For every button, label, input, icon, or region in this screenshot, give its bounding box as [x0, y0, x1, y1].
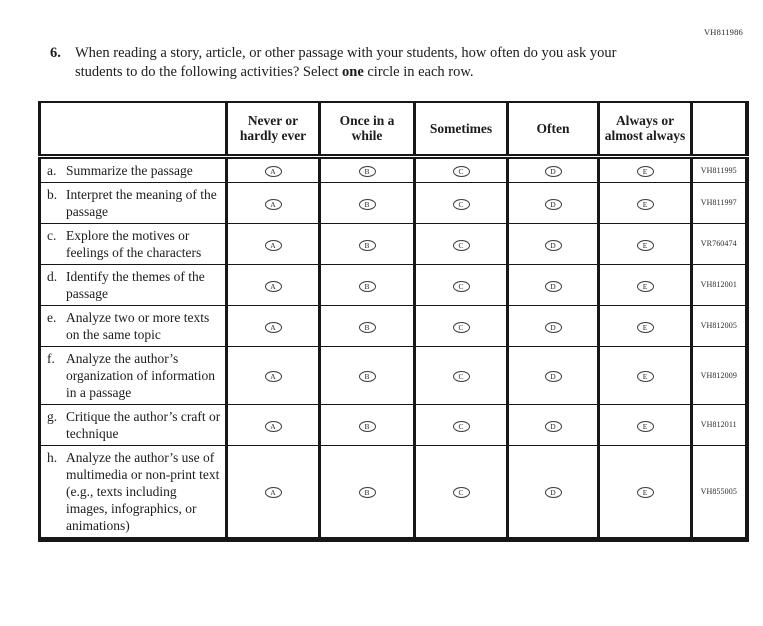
- row-accession-code: VH811997: [692, 182, 747, 223]
- row-accession-code: VR760474: [692, 223, 747, 264]
- row-label: [47, 350, 221, 401]
- option-bubble-d-row-c[interactable]: D: [545, 240, 562, 251]
- option-bubble-a-row-a[interactable]: A: [265, 166, 282, 177]
- column-header-5: Always or almost always: [599, 102, 692, 156]
- option-cell: [415, 264, 508, 305]
- option-cell: [599, 445, 692, 539]
- row-item-letter: d.: [47, 268, 58, 284]
- option-bubble-e-row-e[interactable]: E: [637, 322, 654, 333]
- row-accession-code: VH855005: [692, 445, 747, 539]
- option-bubble-e-row-b[interactable]: E: [637, 199, 654, 210]
- question-bold-word: one: [342, 63, 364, 80]
- option-bubble-d-row-h[interactable]: D: [545, 487, 562, 498]
- question-text-before: When reading a story, article, or other passage with your students, how often do you ask your students to do the following activities? Select: [75, 45, 617, 80]
- header-stub-cell: [40, 102, 227, 156]
- option-bubble-d-row-e[interactable]: D: [545, 322, 562, 333]
- option-bubble-c-row-b[interactable]: C: [453, 199, 470, 210]
- row-label-cell: [40, 404, 227, 445]
- question-text-after: circle in each row.: [363, 63, 474, 80]
- row-label-cell: [40, 445, 227, 539]
- option-cell: [508, 445, 599, 539]
- option-cell: [227, 404, 320, 445]
- option-bubble-c-row-c[interactable]: C: [453, 240, 470, 251]
- option-cell: [508, 182, 599, 223]
- option-cell: [227, 264, 320, 305]
- option-bubble-a-row-g[interactable]: A: [265, 421, 282, 432]
- table-body: [40, 156, 747, 539]
- option-cell: [508, 264, 599, 305]
- option-bubble-b-row-e[interactable]: B: [359, 322, 376, 333]
- row-accession-code: VH812011: [692, 404, 747, 445]
- option-cell: [508, 305, 599, 346]
- row-item-text: Summarize the passage: [66, 162, 193, 178]
- row-label-cell: [40, 223, 227, 264]
- option-cell: [227, 346, 320, 404]
- option-cell: [599, 404, 692, 445]
- row-item-letter: b.: [47, 186, 58, 202]
- table-row-d: [40, 264, 747, 305]
- option-bubble-c-row-d[interactable]: C: [453, 281, 470, 292]
- option-bubble-c-row-f[interactable]: C: [453, 371, 470, 382]
- row-label: [47, 227, 221, 261]
- row-item-letter: e.: [47, 309, 57, 325]
- option-cell: [508, 346, 599, 404]
- option-bubble-e-row-d[interactable]: E: [637, 281, 654, 292]
- row-label: [47, 186, 221, 220]
- option-bubble-b-row-c[interactable]: B: [359, 240, 376, 251]
- table-row-b: [40, 182, 747, 223]
- row-item-letter: h.: [47, 449, 58, 465]
- table-row-f: [40, 346, 747, 404]
- row-label-cell: [40, 305, 227, 346]
- row-label: [47, 309, 221, 343]
- option-cell: [599, 305, 692, 346]
- question-block: [50, 44, 650, 81]
- table-row-e: [40, 305, 747, 346]
- row-label: [47, 162, 221, 179]
- row-accession-code: VH812009: [692, 346, 747, 404]
- option-cell: [320, 346, 415, 404]
- option-cell: [320, 182, 415, 223]
- table-row-g: [40, 404, 747, 445]
- option-bubble-c-row-e[interactable]: C: [453, 322, 470, 333]
- option-bubble-e-row-c[interactable]: E: [637, 240, 654, 251]
- option-bubble-b-row-h[interactable]: B: [359, 487, 376, 498]
- option-bubble-a-row-c[interactable]: A: [265, 240, 282, 251]
- table-row-c: [40, 223, 747, 264]
- option-bubble-d-row-d[interactable]: D: [545, 281, 562, 292]
- option-cell: [508, 223, 599, 264]
- option-cell: [508, 404, 599, 445]
- option-cell: [320, 445, 415, 539]
- option-bubble-c-row-a[interactable]: C: [453, 166, 470, 177]
- row-accession-code: VH811995: [692, 156, 747, 182]
- row-label-cell: [40, 346, 227, 404]
- option-bubble-c-row-g[interactable]: C: [453, 421, 470, 432]
- page-accession-code: VH811986: [703, 27, 743, 37]
- option-cell: [599, 182, 692, 223]
- option-bubble-e-row-f[interactable]: E: [637, 371, 654, 382]
- row-item-text: Critique the author’s craft or technique: [66, 408, 221, 441]
- frequency-rating-table: [38, 101, 749, 542]
- option-bubble-a-row-e[interactable]: A: [265, 322, 282, 333]
- row-item-letter: f.: [47, 350, 55, 366]
- row-label-cell: [40, 264, 227, 305]
- option-cell: [320, 264, 415, 305]
- question-number: 6.: [50, 45, 61, 61]
- table-header: [40, 102, 747, 156]
- row-label: [47, 268, 221, 302]
- option-cell: [599, 346, 692, 404]
- row-item-text: Analyze two or more texts on the same topic: [66, 309, 210, 342]
- option-bubble-e-row-g[interactable]: E: [637, 421, 654, 432]
- table-row-h: [40, 445, 747, 539]
- row-accession-code: VH812005: [692, 305, 747, 346]
- option-cell: [599, 156, 692, 182]
- option-bubble-b-row-a[interactable]: B: [359, 166, 376, 177]
- row-item-text: Analyze the author’s use of multimedia or non-print text (e.g., texts including images, infographics, or animations): [66, 449, 220, 533]
- option-bubble-b-row-b[interactable]: B: [359, 199, 376, 210]
- table-row-a: [40, 156, 747, 182]
- option-bubble-b-row-f[interactable]: B: [359, 371, 376, 382]
- option-cell: [599, 223, 692, 264]
- option-cell: [227, 223, 320, 264]
- option-bubble-d-row-g[interactable]: D: [545, 421, 562, 432]
- row-item-text: Identify the themes of the passage: [66, 268, 205, 301]
- option-bubble-d-row-f[interactable]: D: [545, 371, 562, 382]
- option-bubble-b-row-g[interactable]: B: [359, 421, 376, 432]
- option-cell: [320, 156, 415, 182]
- option-cell: [227, 305, 320, 346]
- header-code-cell: [692, 102, 747, 156]
- option-cell: [320, 305, 415, 346]
- row-item-text: Interpret the meaning of the passage: [66, 186, 217, 219]
- column-header-1: Never or hardly ever: [227, 102, 320, 156]
- option-cell: [227, 445, 320, 539]
- option-cell: [415, 223, 508, 264]
- column-header-3: Sometimes: [415, 102, 508, 156]
- option-cell: [415, 182, 508, 223]
- row-item-text: Analyze the author’s organization of information in a passage: [66, 350, 215, 400]
- option-bubble-b-row-d[interactable]: B: [359, 281, 376, 292]
- option-cell: [415, 346, 508, 404]
- option-cell: [227, 156, 320, 182]
- option-bubble-a-row-d[interactable]: A: [265, 281, 282, 292]
- option-cell: [415, 404, 508, 445]
- row-label: [47, 449, 221, 534]
- option-cell: [599, 264, 692, 305]
- row-item-letter: c.: [47, 227, 57, 243]
- option-bubble-d-row-a[interactable]: D: [545, 166, 562, 177]
- option-bubble-e-row-h[interactable]: E: [637, 487, 654, 498]
- row-item-letter: a.: [47, 162, 57, 178]
- question-text: [75, 44, 647, 81]
- option-cell: [415, 305, 508, 346]
- row-label: [47, 408, 221, 442]
- row-item-letter: g.: [47, 408, 58, 424]
- option-bubble-a-row-f[interactable]: A: [265, 371, 282, 382]
- row-label-cell: [40, 156, 227, 182]
- option-cell: [415, 156, 508, 182]
- option-cell: [508, 156, 599, 182]
- option-bubble-e-row-a[interactable]: E: [637, 166, 654, 177]
- row-accession-code: VH812001: [692, 264, 747, 305]
- option-bubble-d-row-b[interactable]: D: [545, 199, 562, 210]
- header-row: [40, 102, 747, 156]
- column-header-4: Often: [508, 102, 599, 156]
- option-cell: [320, 404, 415, 445]
- option-bubble-a-row-h[interactable]: A: [265, 487, 282, 498]
- row-item-text: Explore the motives or feelings of the characters: [66, 227, 202, 260]
- option-bubble-a-row-b[interactable]: A: [265, 199, 282, 210]
- row-label-cell: [40, 182, 227, 223]
- option-bubble-c-row-h[interactable]: C: [453, 487, 470, 498]
- option-cell: [415, 445, 508, 539]
- option-cell: [320, 223, 415, 264]
- option-cell: [227, 182, 320, 223]
- column-header-2: Once in a while: [320, 102, 415, 156]
